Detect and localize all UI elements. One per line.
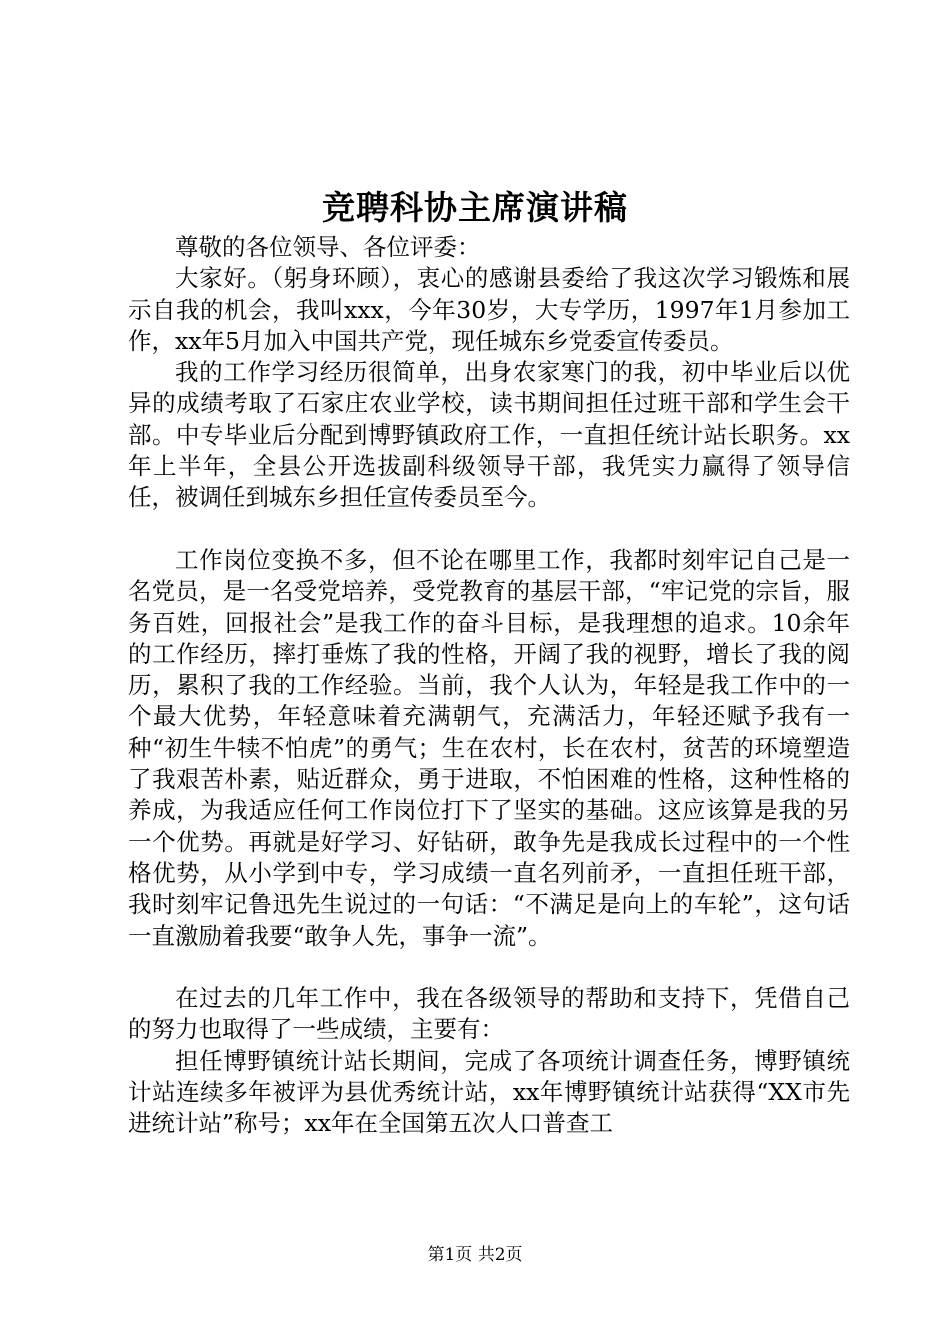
- paragraph-spacer: [128, 514, 850, 545]
- achievements-paragraph: 担任博野镇统计站长期间，完成了各项统计调查任务，博野镇统计站连续多年被评为县优秀统计站，xx年博野镇统计站获得“XX市先进统计站”称号；xx年在全国第五次人口普查工: [128, 1046, 850, 1138]
- intro-paragraph: 大家好。（躬身环顾），衷心的感谢县委给了我这次学习锻炼和展示自我的机会，我叫xxx，今年30岁，大专学历，1997年1月参加工作，xx年5月加入中国共产党，现任城东乡党委宣传委员。: [128, 264, 850, 355]
- document-body: [128, 232, 850, 1140]
- page-footer: 第1页 共2页: [427, 1245, 523, 1265]
- document-title: 竞聘科协主席演讲稿: [322, 188, 628, 227]
- salutation-paragraph: 尊敬的各位领导、各位评委：: [175, 233, 481, 261]
- achievements-intro-paragraph: 在过去的几年工作中，我在各级领导的帮助和支持下，凭借自己的努力也取得了一些成绩，主要有：: [128, 984, 850, 1044]
- paragraph-spacer: [128, 952, 850, 983]
- experience-paragraph: 我的工作学习经历很简单，出身农家寒门的我，初中毕业后以优异的成绩考取了石家庄农业学校，读书期间担任过班干部和学生会干部。中专毕业后分配到博野镇政府工作，一直担任统计站长职务。xx年上半年，全县公开选拔副科级领导干部，我凭实力赢得了领导信任，被调任到城东乡担任宣传委员至今。: [128, 358, 850, 512]
- strengths-paragraph: 工作岗位变换不多，但不论在哪里工作，我都时刻牢记自己是一名党员，是一名受党培养，受党教育的基层干部，“牢记党的宗旨，服务百姓，回报社会”是我工作的奋斗目标，是我理想的追求。10余年的工作经历，摔打垂炼了我的性格，开阔了我的视野，增长了我的阅历，累积了我的工作经验。当前，我个人认为，年轻是我工作中的一个最大优势，年轻意味着充满朝气，充满活力，年轻还赋予我有一种“初生牛犊不怕虎”的勇气；生在农村，长在农村，贫苦的环境塑造了我艰苦朴素，贴近群众，勇于进取，不怕困难的性格，这种性格的养成，为我适应任何工作岗位打下了坚实的基础。这应该算是我的另一个优势。再就是好学习、好钻研，敢争先是我成长过程中的一个性格优势，从小学到中专，学习成绩一直名列前矛，一直担任班干部，我时刻牢记鲁迅先生说过的一句话：“不满足是向上的车轮”，这句话一直激励着我要“敢争人先，事争一流”。: [128, 545, 850, 950]
